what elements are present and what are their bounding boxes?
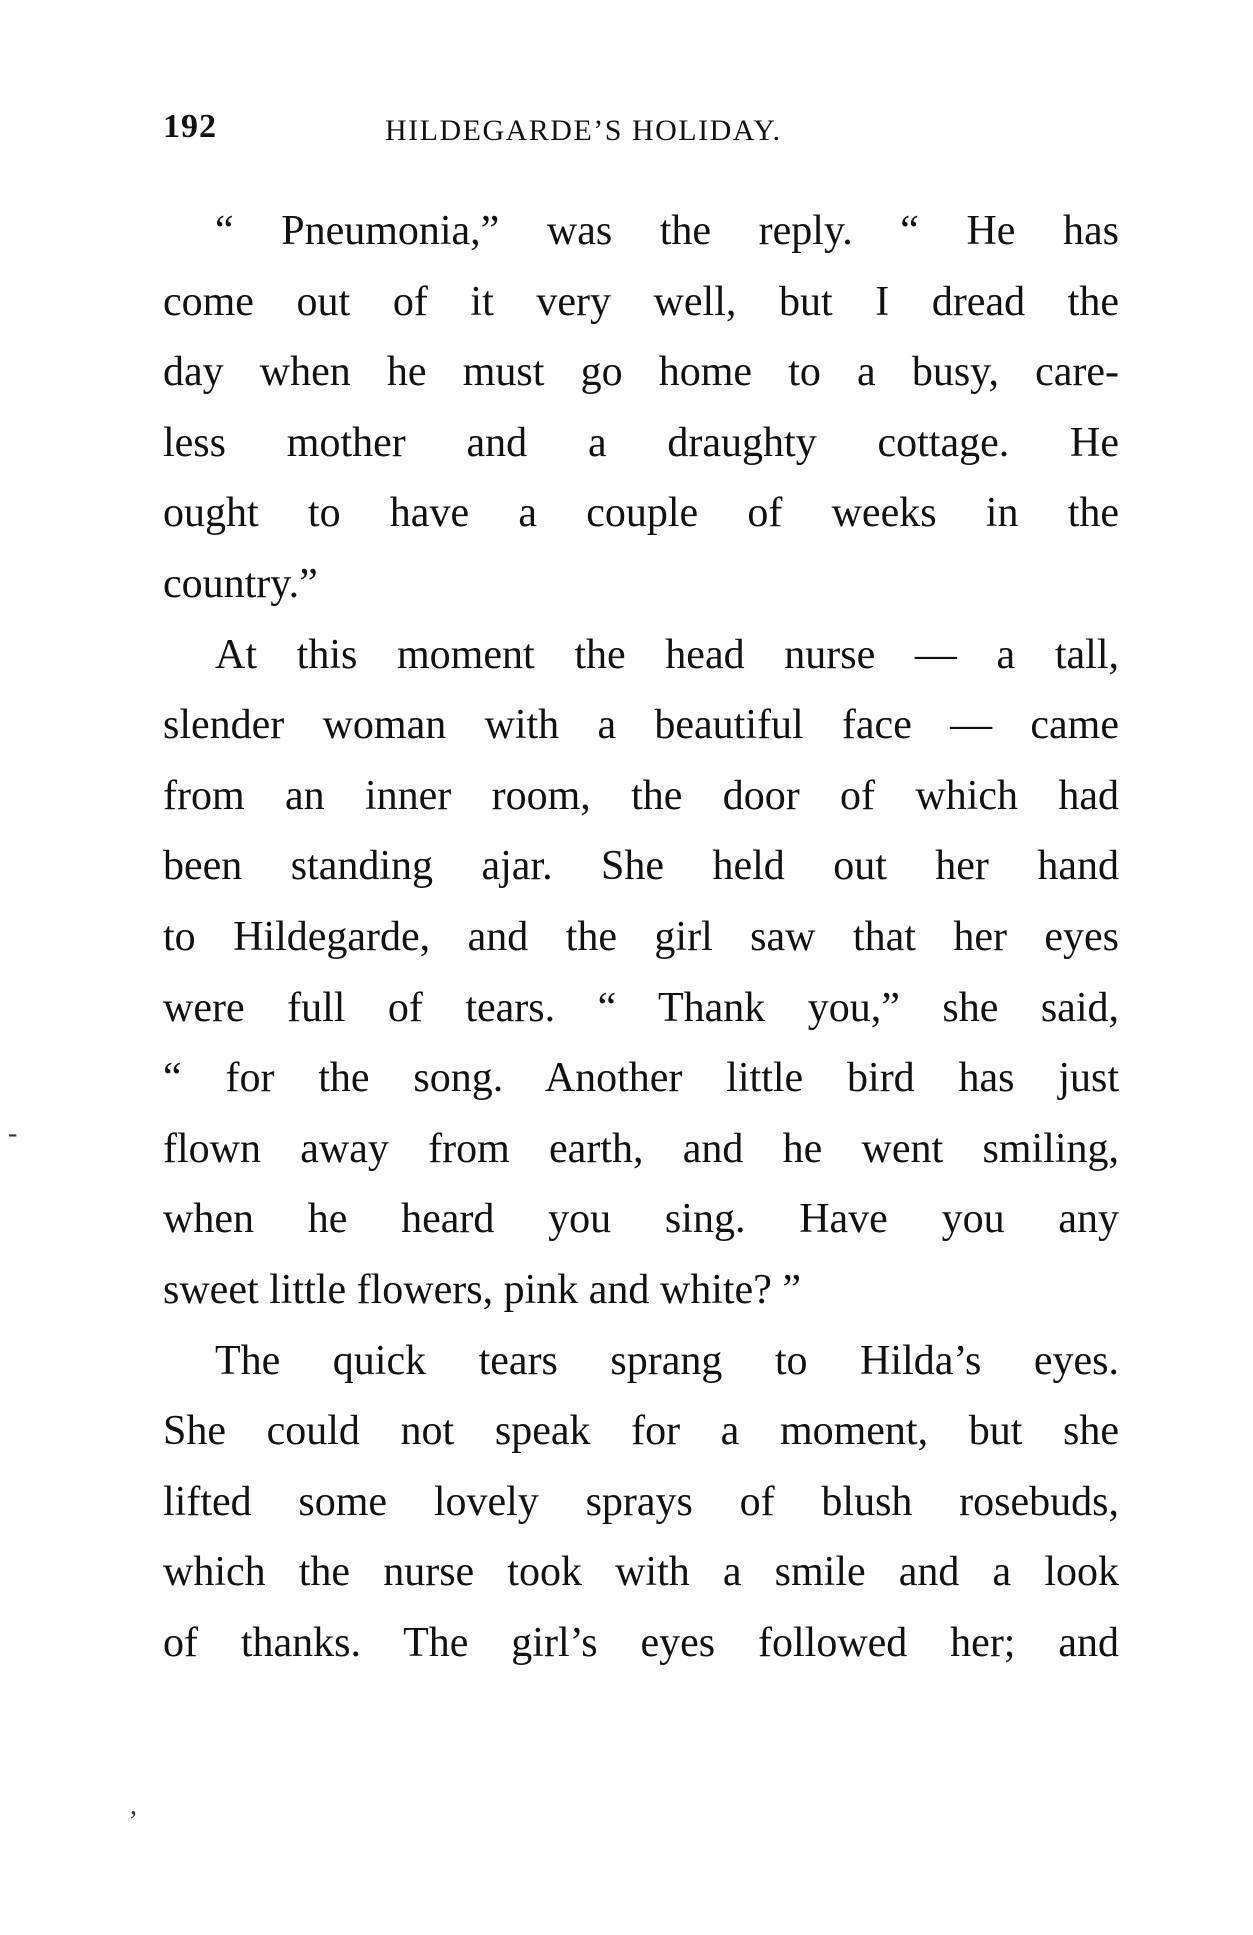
page-header [163, 108, 1123, 168]
text-line: were full of tears. “ Thank you,” she said, [163, 984, 1119, 1031]
text-line: sweet little flowers, pink and white? ” [163, 1266, 801, 1313]
text-line: At this moment the head nurse — a tall, [215, 631, 1119, 678]
text-line: lifted some lovely sprays of blush rosebuds, [163, 1478, 1119, 1525]
body-text [163, 196, 1119, 1678]
scan-speck: - [8, 1118, 18, 1149]
text-line: country.” [163, 560, 318, 607]
text-line: less mother and a draughty cottage. He [163, 419, 1119, 466]
text-line: “ Pneumonia,” was the reply. “ He has [215, 208, 1119, 254]
text-line: The quick tears sprang to Hilda’s eyes. [215, 1337, 1119, 1384]
text-line: ought to have a couple of weeks in the [163, 490, 1119, 537]
text-line: come out of it very well, but I dread the [163, 278, 1119, 325]
running-head: HILDEGARDE’S HOLIDAY. [385, 114, 782, 147]
text-line: which the nurse took with a smile and a look [163, 1549, 1119, 1596]
text-line: been standing ajar. She held out her hand [163, 843, 1119, 890]
text-line: when he heard you sing. Have you any [163, 1196, 1119, 1243]
text-line: to Hildegarde, and the girl saw that her eyes [163, 913, 1119, 960]
scan-speck: , [130, 1790, 137, 1821]
text-line: from an inner room, the door of which had [163, 772, 1119, 819]
text-line: day when he must go home to a busy, care- [163, 349, 1119, 396]
text-line: “ for the song. Another little bird has just [163, 1055, 1119, 1102]
text-line: flown away from earth, and he went smiling, [163, 1125, 1119, 1172]
text-line: She could not speak for a moment, but she [163, 1408, 1119, 1455]
page-number: 192 [163, 108, 217, 145]
text-line: of thanks. The girl’s eyes followed her; and [163, 1619, 1119, 1666]
text-line: slender woman with a beautiful face — came [163, 702, 1119, 749]
